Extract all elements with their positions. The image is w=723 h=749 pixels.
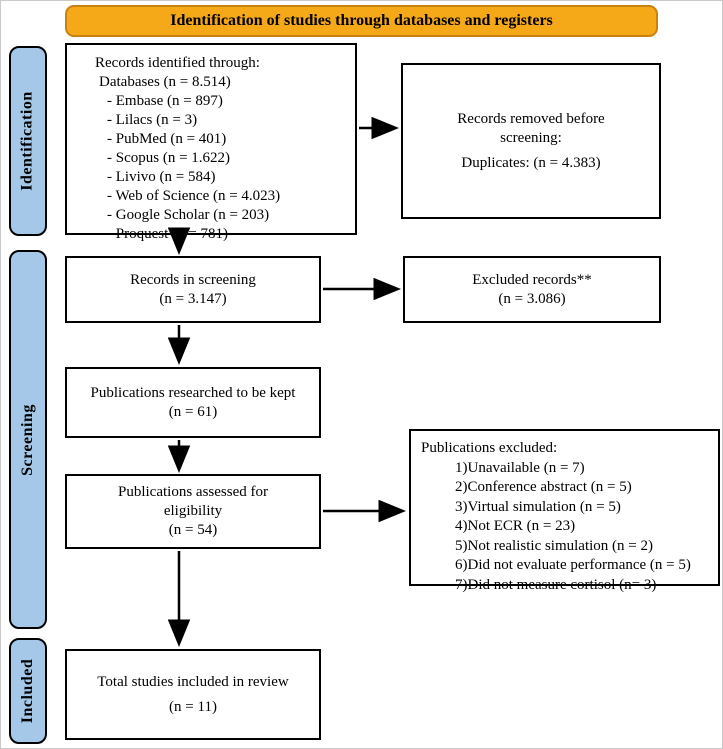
exclusion-reason: 3)Virtual simulation (n = 5) [455, 498, 621, 515]
records-identified-subtitle: Databases (n = 8.514) [99, 74, 231, 90]
publications-kept-count: (n = 61) [168, 403, 218, 420]
database-item: - Lilacs (n = 3) [107, 112, 198, 128]
box-publications-assessed [65, 474, 321, 549]
header-banner [65, 5, 658, 37]
stage-label-identification: Identification [9, 46, 47, 236]
exclusion-reason: 7)Did not measure cortisol (n= 3) [455, 576, 657, 593]
database-item: - Embase (n = 897) [107, 93, 223, 109]
box-records-removed [401, 63, 661, 219]
box-publications-excluded [409, 429, 720, 593]
excluded-records-count: (n = 3.086) [498, 290, 566, 307]
exclusion-reason: 5)Not realistic simulation (n = 2) [455, 537, 654, 554]
publications-assessed-count: (n = 54) [168, 522, 218, 538]
box-records-identified [65, 43, 357, 242]
publications-kept-line1: Publications researched to be kept [90, 384, 296, 401]
records-screening-count: (n = 3.147) [159, 290, 227, 307]
box-excluded-records [403, 256, 661, 323]
database-item: - Proquest (n = 781) [107, 226, 228, 242]
records-removed-line1: Records removed before screening: [457, 110, 605, 146]
database-item: - Web of Science (n = 4.023) [107, 188, 281, 204]
exclusion-reason: 6)Did not evaluate performance (n = 5) [455, 557, 691, 573]
records-identified-title: Records identified through: [95, 55, 260, 71]
exclusion-reason: 4)Not ECR (n = 23) [455, 518, 576, 534]
records-screening-line1: Records in screening [130, 271, 256, 288]
database-item: - Livivo (n = 584) [107, 169, 216, 185]
exclusion-reason: 1)Unavailable (n = 7) [455, 459, 585, 476]
stage-label-included: Included [9, 638, 47, 744]
excluded-records-line1: Excluded records** [472, 271, 592, 288]
box-publications-kept [65, 367, 321, 438]
stage-label-screening: Screening [9, 250, 47, 629]
records-removed-line2: Duplicates: (n = 4.383) [461, 154, 601, 171]
total-included-count: (n = 11) [169, 698, 217, 715]
total-included-line1: Total studies included in review [97, 673, 289, 690]
publications-excluded-title: Publications excluded: [421, 440, 558, 456]
database-item: - Scopus (n = 1.622) [107, 150, 231, 166]
box-records-in-screening [65, 256, 321, 323]
publications-assessed-line1: Publications assessed for eligibility [118, 484, 268, 519]
box-total-included [65, 649, 321, 740]
database-item: - Google Scholar (n = 203) [107, 207, 270, 223]
database-item: - PubMed (n = 401) [107, 131, 227, 147]
exclusion-reason: 2)Conference abstract (n = 5) [455, 479, 632, 495]
header-banner-title: Identification of studies through databases and registers [170, 12, 553, 29]
